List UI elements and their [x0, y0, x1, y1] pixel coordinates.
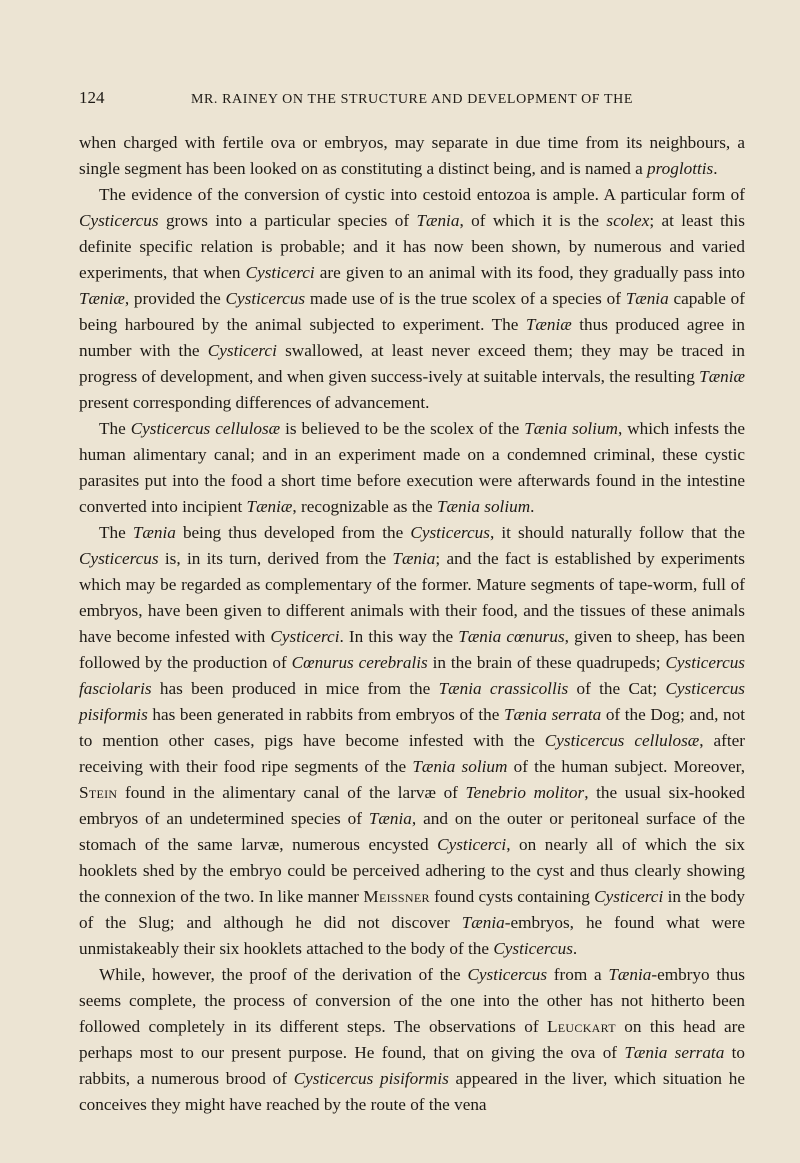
italic-term: Tænia [132, 523, 176, 542]
text-run: when charged with fertile ova or embryos, may separate in due time from its neighbours, a single segment has been looked on as constituting a distinct being, and is named a [79, 133, 745, 178]
text-run: on this head are perhaps most to our present purpose. He found, that on giving the ova of [79, 1017, 745, 1062]
text-run: thus produced agree in number with the [79, 315, 745, 360]
author-name: Meissner [363, 887, 430, 906]
italic-term: Tænia [416, 211, 460, 230]
text-run: of the human subject. Moreover, [507, 757, 746, 776]
italic-term: Tæniæ [525, 315, 572, 334]
italic-term: Cysticercus [225, 289, 306, 308]
text-run: present corresponding differences of advancement. [79, 393, 430, 412]
text-run: . In this way the [339, 627, 459, 646]
text-run: , the usual six-hooked embryos of an undetermined species of [79, 783, 745, 828]
text-run: grows into a particular species of [158, 211, 417, 230]
italic-term: Cysticercus [410, 523, 490, 542]
italic-term: Cysticercus cellulosæ [544, 731, 700, 750]
text-run: from a [547, 965, 609, 984]
text-run: to rabbits, a numerous brood of [79, 1043, 745, 1088]
text-run: The [99, 523, 133, 542]
text-run: , recognizable as the [292, 497, 437, 516]
italic-term: Cœnurus cerebralis [291, 653, 428, 672]
italic-term: Tænia crassicollis [438, 679, 569, 698]
italic-term: Cysticercus pisiformis [293, 1069, 449, 1088]
italic-term: Tenebrio molitor [465, 783, 585, 802]
text-run: capable of being harboured by the animal subjected to experiment. The [79, 289, 746, 334]
italic-term: Cysticercus fasciolaris [79, 653, 745, 698]
text-run: , which infests the human alimentary canal; and in an experiment made on a condemned criminal, these cystic parasites put into the food a short time before execution were afterwards found in the intestine converted into incipient [79, 419, 745, 516]
text-run: The [99, 419, 131, 438]
italic-term: Cysticerci [245, 263, 315, 282]
paragraph [79, 962, 745, 1118]
paragraph [79, 416, 745, 520]
paragraph [79, 182, 745, 416]
paragraph [79, 130, 745, 182]
italic-term: Tænia serrata [503, 705, 602, 724]
italic-term: Cysticercus [79, 211, 159, 230]
text-run: being thus developed from the [175, 523, 411, 542]
italic-term: proglottis [647, 159, 714, 178]
text-run: is believed to be the scolex of the [280, 419, 525, 438]
running-head: MR. RAINEY ON THE STRUCTURE AND DEVELOPMENT OF THE [190, 92, 634, 107]
italic-term: Cysticercus cellulosæ [130, 419, 281, 438]
text-run: -embryos, he found what were unmistakeably their six hooklets attached to the body of the [79, 913, 745, 958]
text-run: made use of is the true scolex of a species of [305, 289, 626, 308]
text-run: appeared in the liver, which situation he conceives they might have reached by the route of the vena [79, 1069, 745, 1114]
paragraph [79, 520, 745, 962]
text-run: of the Cat; [568, 679, 666, 698]
text-run: . [713, 159, 718, 178]
italic-term: Cysticerci [270, 627, 340, 646]
italic-term: Tænia solium [412, 757, 508, 776]
italic-term: Tænia [392, 549, 436, 568]
text-run: . [530, 497, 535, 516]
text-run: are given to an animal with its food, they gradually pass into [314, 263, 745, 282]
text-run: is, in its turn, derived from the [158, 549, 393, 568]
italic-term: Tæniæ [246, 497, 293, 516]
italic-term: Cysticerci [594, 887, 664, 906]
italic-term: Tænia [625, 289, 669, 308]
text-run: , after receiving with their food ripe segments of the [79, 731, 745, 776]
italic-term: Cysticercus [79, 549, 159, 568]
text-run: found in the alimentary canal of the larvæ of [117, 783, 466, 802]
text-run: , of which it is the [459, 211, 607, 230]
italic-term: Tænia [368, 809, 412, 828]
text-run: in the body of the Slug; and although he did not discover [79, 887, 745, 932]
text-run: swallowed, at least never exceed them; they may be traced in progress of development, and when given success-ively at suitable intervals, the resulting [79, 341, 745, 386]
page-header [79, 88, 745, 108]
page-number: 124 [79, 88, 105, 107]
italic-term: Tænia serrata [624, 1043, 725, 1062]
italic-term: Cysticerci [207, 341, 277, 360]
italic-term: Cysticercus [493, 939, 573, 958]
text-run: The evidence of the conversion of cystic into cestoid entozoa is ample. A particular form of [99, 185, 745, 204]
italic-term: Tænia cœnurus [458, 627, 565, 646]
author-name: Leuckart [547, 1017, 616, 1036]
text-run: While, however, the proof of the derivation of the [99, 965, 468, 984]
author-name: Stein [79, 783, 118, 802]
text-run: , on nearly all of which the six hooklets shed by the embryo could be perceived adhering to the cyst and thus clearly showing the connexion of the two. In like manner [79, 835, 745, 906]
italic-term: Cysticercus [467, 965, 548, 984]
body-text [79, 130, 745, 1118]
italic-term: Tæniæ [79, 289, 125, 308]
text-run: -embryo thus seems complete, the process of conversion of the one into the other has not hitherto been followed completely in its different steps. The observations of [79, 965, 745, 1036]
text-run: , it should naturally follow that the [489, 523, 746, 542]
italic-term: Tæniæ [699, 367, 745, 386]
italic-term: Cysticercus pisiformis [79, 679, 745, 724]
text-run: . [572, 939, 578, 958]
text-run: ; at least this definite specific relation is probable; and it has now been shown, by numerous and varied experiments, that when [79, 211, 745, 282]
italic-term: scolex [606, 211, 650, 230]
text-run: found cysts containing [429, 887, 595, 906]
text-run: , and on the outer or peritoneal surface of the stomach of the same larvæ, numerous encysted [79, 809, 745, 854]
text-run: , provided the [124, 289, 226, 308]
text-run: has been generated in rabbits from embryos of the [147, 705, 504, 724]
text-run: ; and the fact is established by experiments which may be regarded as complementary of the former. Mature segments of tape-worm, full of embryos, have been given to different animals with their food, and the tissues of these animals have become infested with [79, 549, 745, 646]
italic-term: Cysticerci [437, 835, 507, 854]
text-run: has been produced in mice from the [151, 679, 439, 698]
italic-term: Tænia solium [436, 497, 531, 516]
text-run: , given to sheep, has been followed by the production of [79, 627, 745, 672]
text-run: of the Dog; and, not to mention other cases, pigs have become infested with the [79, 705, 745, 750]
text-run: in the brain of these quadrupeds; [427, 653, 666, 672]
italic-term: Tænia solium [524, 419, 618, 438]
italic-term: Tænia [608, 965, 652, 984]
italic-term: Tænia [461, 913, 505, 932]
